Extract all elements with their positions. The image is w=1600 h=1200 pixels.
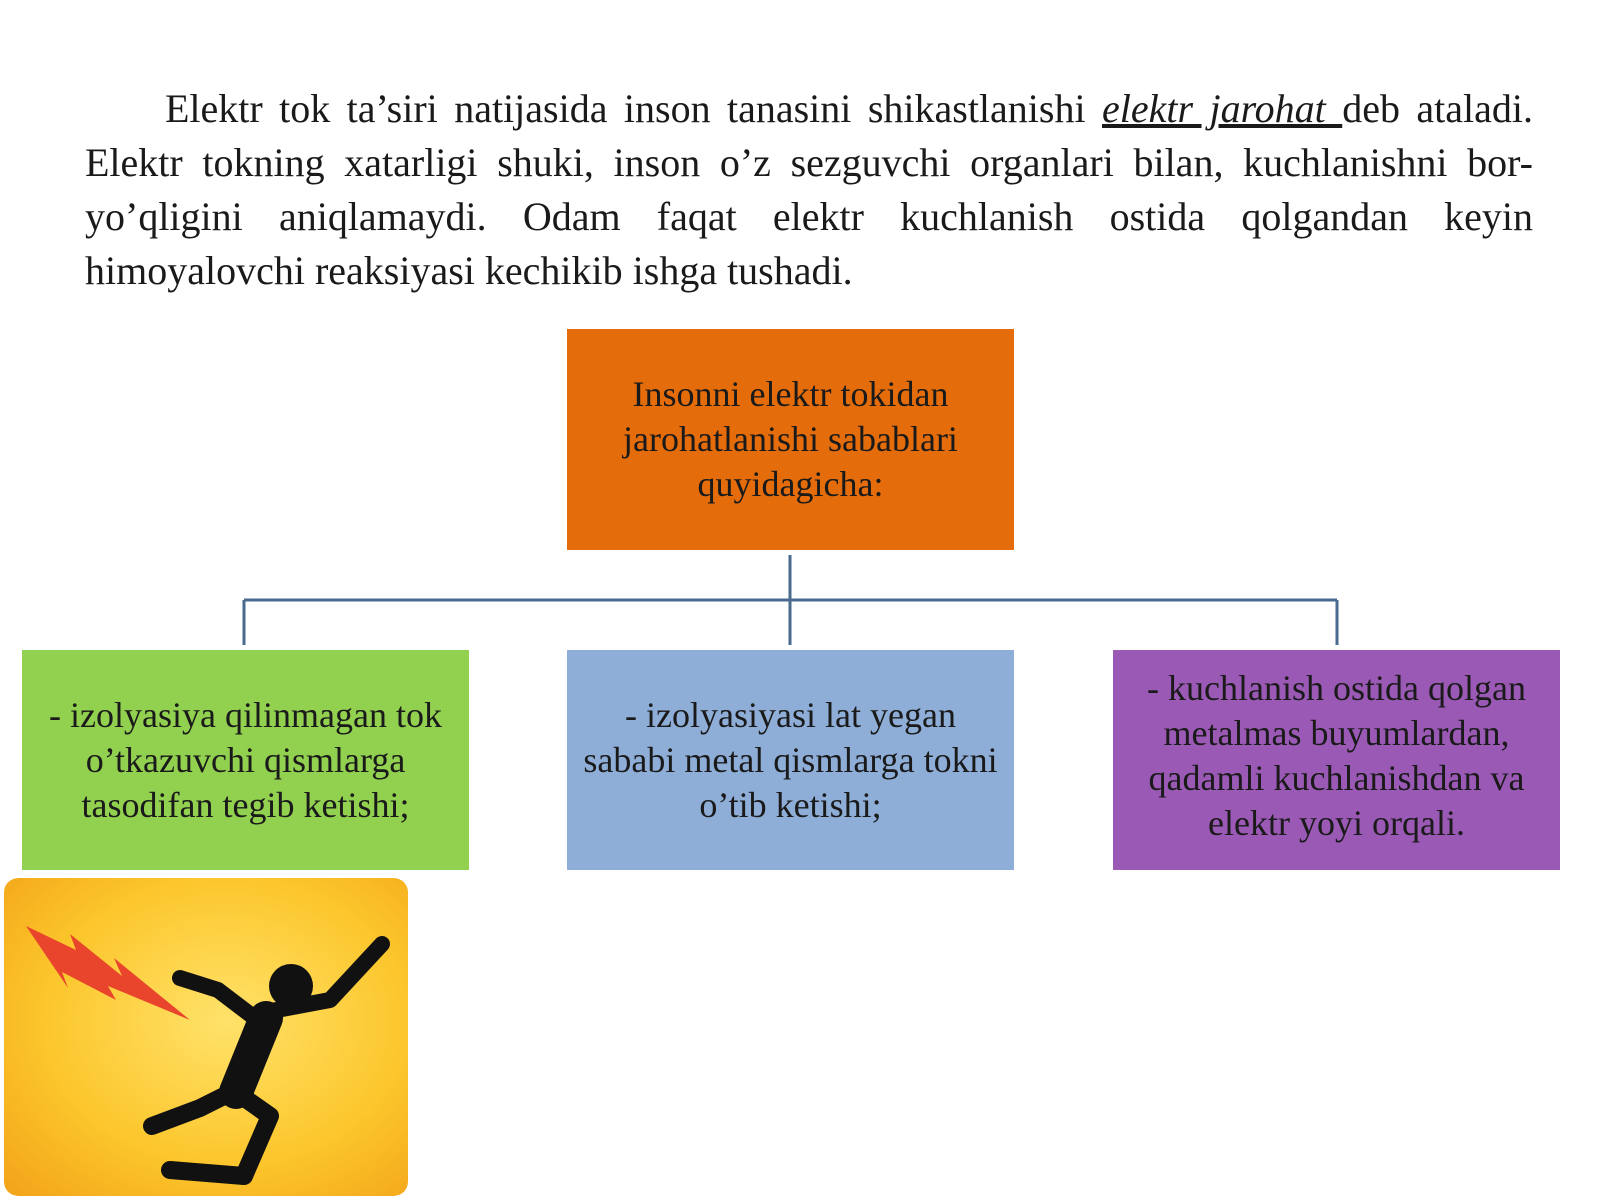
cause-box-uninsulated bbox=[22, 650, 469, 870]
intro-text-after: deb ataladi. Elektr tokning xatarligi shuki, inson o’z sezguvchi organlari bilan, kuchlanishni bor-yo’qligini aniqlamaydi. Odam faqat elektr kuchlanish ostida qolgandan keyin himoyalovchi reaksiyasi kechikib ishga tushadi. bbox=[85, 86, 1533, 293]
root-cause-text: Insonni elektr tokidan jarohatlanishi sabablari quyidagicha: bbox=[623, 374, 958, 504]
cause-text-non-metal-objects: - kuchlanish ostida qolgan metalmas buyumlardan, qadamli kuchlanishdan va elektr yoyi orqali. bbox=[1147, 668, 1526, 843]
intro-paragraph bbox=[85, 82, 1533, 298]
cause-box-damaged-insulation bbox=[567, 650, 1014, 870]
sign-background bbox=[4, 878, 408, 1196]
intro-text-before: Elektr tok ta’siri natijasida inson tanasini shikastlanishi bbox=[165, 86, 1103, 131]
electric-shock-illustration bbox=[4, 878, 408, 1196]
intro-term-elektr-jarohat: elektr jarohat bbox=[1102, 86, 1343, 131]
cause-text-uninsulated: - izolyasiya qilinmagan tok o’tkazuvchi qismlarga tasodifan tegib ketishi; bbox=[49, 694, 442, 825]
root-cause-box bbox=[567, 329, 1014, 550]
cause-text-damaged-insulation: - izolyasiyasi lat yegan sababi metal qismlarga tokni o’tib ketishi; bbox=[583, 694, 998, 825]
cause-box-non-metal-objects bbox=[1113, 650, 1560, 870]
electric-shock-warning-icon bbox=[4, 878, 408, 1196]
